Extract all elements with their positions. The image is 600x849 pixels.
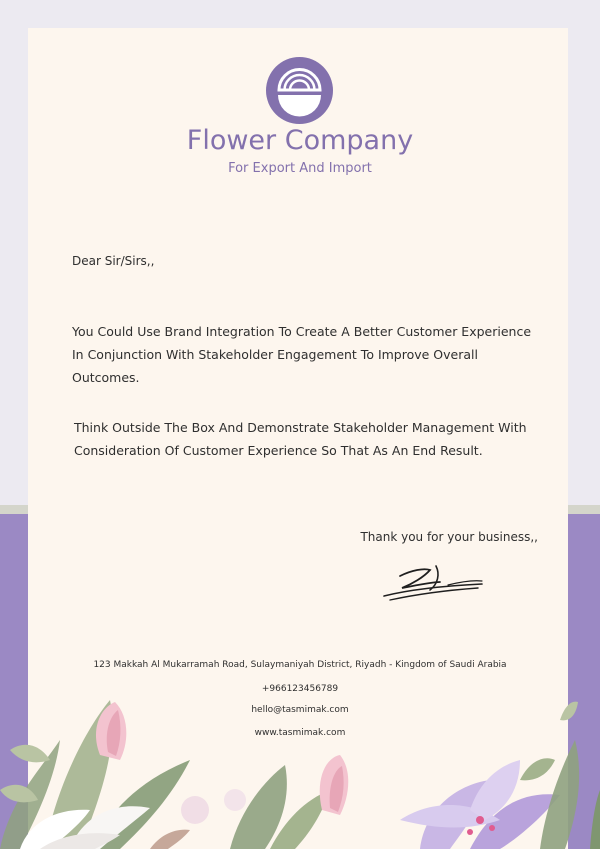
contact-address: 123 Makkah Al Mukarramah Road, Sulaymaniyah District, Riyadh - Kingdom of Saudi Arabia	[93, 660, 507, 670]
company-tagline: For Export And Import	[228, 161, 372, 176]
letter-greeting: Dear Sir/Sirs,,	[72, 254, 155, 268]
letter-paragraph-2: Think Outside The Box And Demonstrate Stakeholder Management With Consideration Of Customer Experience So That As An End Result.	[74, 420, 527, 458]
floral-border-icon	[0, 660, 600, 849]
contact-website[interactable]: www.tasmimak.com	[254, 728, 346, 738]
contact-phone: +966123456789	[261, 684, 339, 694]
company-name: Flower Company	[186, 125, 414, 156]
letter-paragraph-1: You Could Use Brand Integration To Create A Better Customer Experience In Conjunction With Stakeholder Engagement To Improve Overall Outcomes.	[72, 324, 532, 385]
letter-closing: Thank you for your business,,	[360, 530, 538, 544]
signature-icon	[378, 560, 488, 606]
company-logo-icon	[266, 57, 333, 124]
contact-email[interactable]: hello@tasmimak.com	[251, 705, 349, 715]
